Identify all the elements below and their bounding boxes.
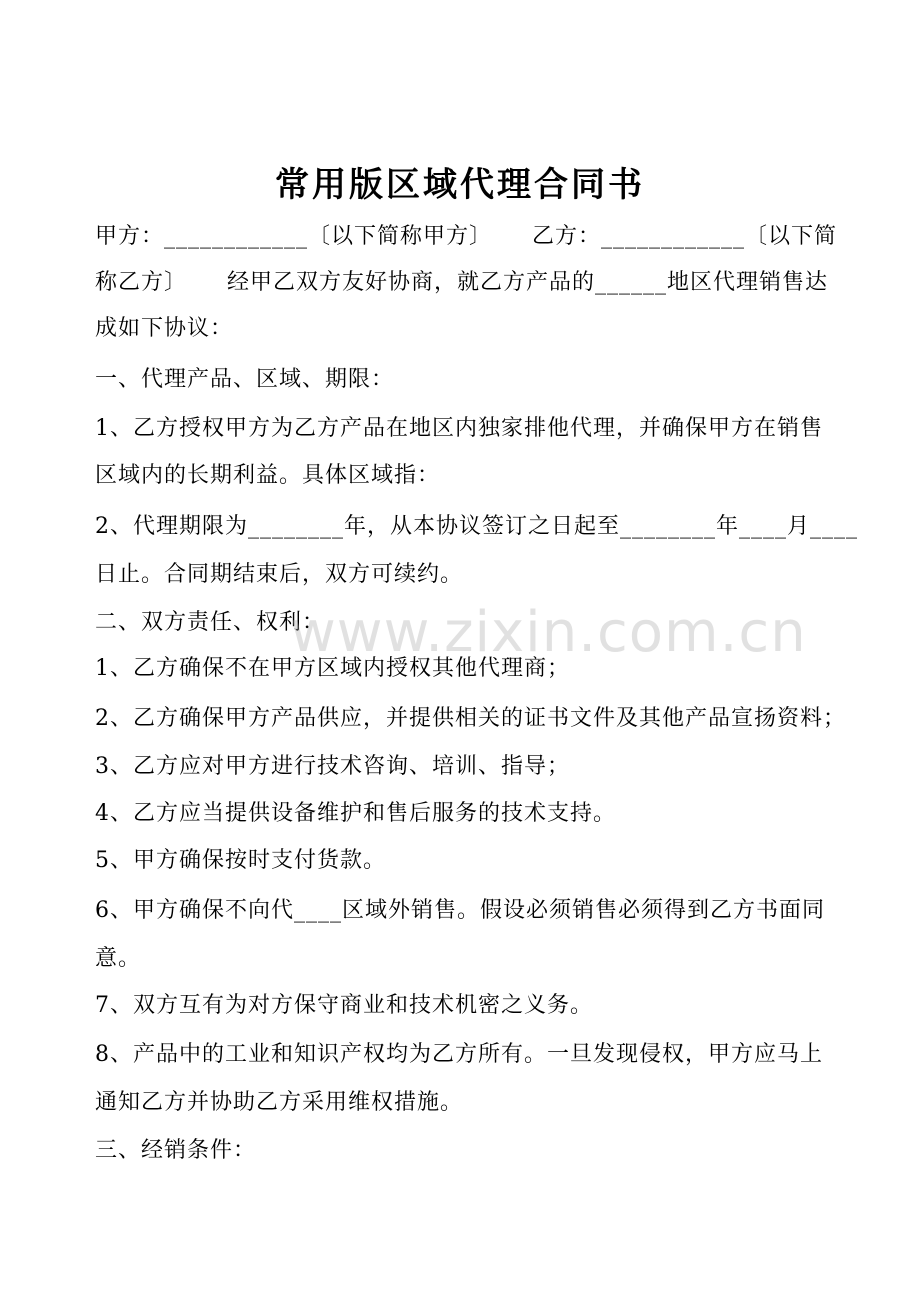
text-line: 2、代理期限为________年，从本协议签订之日起至________年____月____ bbox=[95, 514, 858, 539]
text-line: 1、乙方确保不在甲方区域内授权其他代理商； bbox=[95, 656, 570, 681]
text-line: 区域内的长期利益。具体区域指： bbox=[95, 463, 441, 488]
section-heading: 三、经销条件： bbox=[95, 1138, 257, 1163]
section-heading: 一、代理产品、区域、期限： bbox=[95, 367, 395, 392]
text-line: 成如下协议： bbox=[95, 316, 234, 341]
text-line: 甲方：____________〔以下简称甲方〕 乙方：____________〔以下简 bbox=[95, 224, 837, 249]
text-line: 4、乙方应当提供设备维护和售后服务的技术支持。 bbox=[95, 801, 616, 826]
text-line: 意。 bbox=[95, 946, 142, 971]
text-line: 8、产品中的工业和知识产权均为乙方所有。一旦发现侵权，甲方应马上 bbox=[95, 1042, 823, 1067]
watermark: www.zixin.com.cn bbox=[290, 600, 807, 665]
text-line: 5、甲方确保按时支付货款。 bbox=[95, 848, 386, 873]
text-line: 1、乙方授权甲方为乙方产品在地区内独家排他代理，并确保甲方在销售 bbox=[95, 416, 823, 441]
text-line: 称乙方〕 经甲乙双方友好协商，就乙方产品的______地区代理销售达 bbox=[95, 270, 828, 295]
text-line: 7、双方互有为对方保守商业和技术机密之义务。 bbox=[95, 993, 593, 1018]
text-line: 通知乙方并协助乙方采用维权措施。 bbox=[95, 1090, 464, 1115]
document-title: 常用版区域代理合同书 bbox=[275, 165, 645, 205]
section-heading: 二、双方责任、权利： bbox=[95, 610, 326, 635]
text-line: 日止。合同期结束后，双方可续约。 bbox=[95, 562, 464, 587]
text-line: 3、乙方应对甲方进行技术咨询、培训、指导； bbox=[95, 754, 570, 779]
text-line: 2、乙方确保甲方产品供应，并提供相关的证书文件及其他产品宣扬资料； bbox=[95, 706, 846, 731]
text-line: 6、甲方确保不向代____区域外销售。假设必须销售必须得到乙方书面同 bbox=[95, 898, 825, 923]
